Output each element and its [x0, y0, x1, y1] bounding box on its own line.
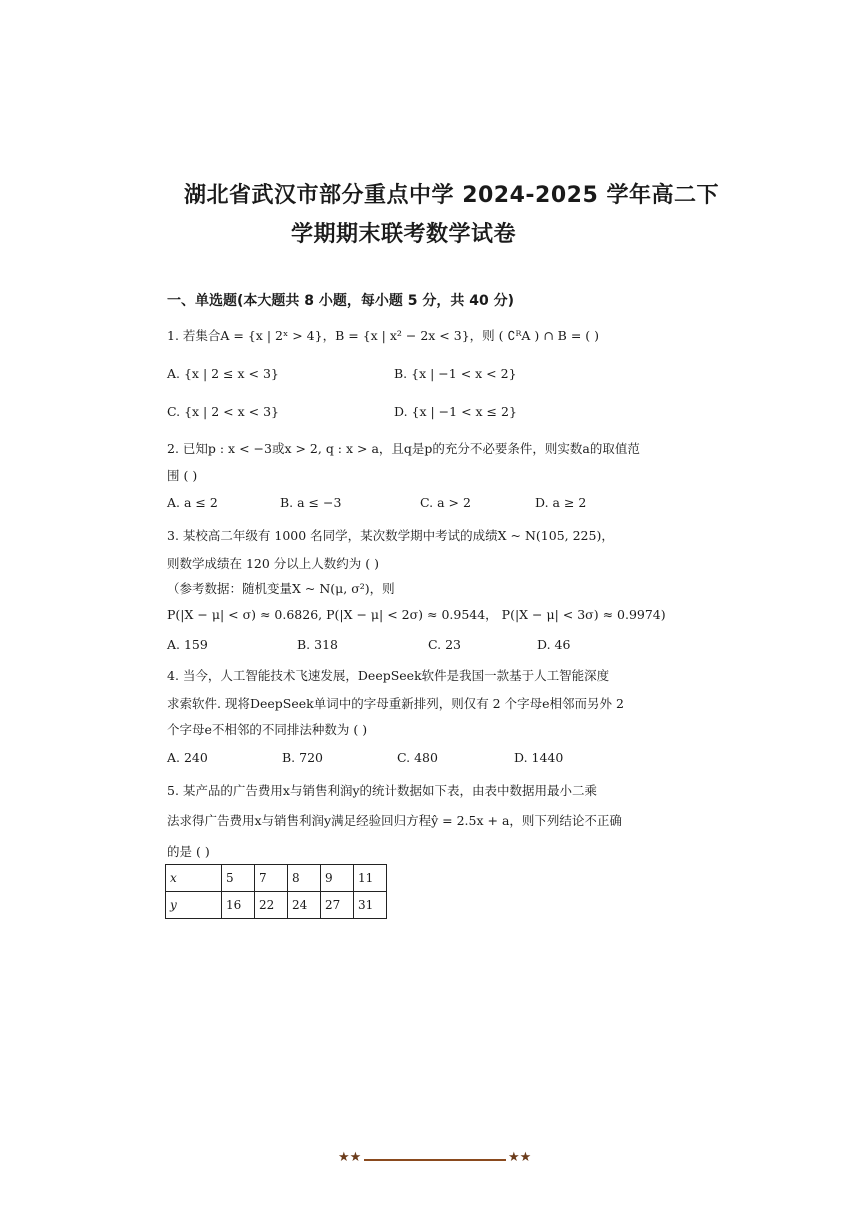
question-4-stem-line2: 求索软件. 现将DeepSeek单词中的字母重新排列，则仅有 2 个字母e相邻而另外 2	[167, 696, 624, 711]
table-cell: 31	[354, 892, 387, 919]
question-5-stem-line3: 的是 ( )	[167, 844, 210, 859]
question-3-reference-line1: （参考数据：随机变量X ~ N(μ, σ²)，则	[167, 581, 395, 596]
question-3-option-b: B. 318	[297, 637, 338, 652]
question-4-stem-line3: 个字母e不相邻的不同排法种数为 ( )	[167, 722, 368, 737]
question-2-option-b: B. a ≤ −3	[280, 495, 342, 510]
question-2-stem-line2: 围 ( )	[167, 468, 198, 483]
table-cell: 7	[255, 865, 288, 892]
question-2-stem-line1: 2. 已知p : x < −3或x > 2, q : x > a，且q是p的充分不必要条件，则实数a的取值范	[167, 441, 640, 456]
question-2-option-d: D. a ≥ 2	[535, 495, 587, 510]
question-1-option-b: B. {x | −1 < x < 2}	[394, 366, 517, 381]
question-2-option-c: C. a > 2	[420, 495, 471, 510]
question-3-option-c: C. 23	[428, 637, 461, 652]
table-cell: 16	[222, 892, 255, 919]
table-cell: 27	[321, 892, 354, 919]
question-1-stem: 1. 若集合A = {x | 2ˣ > 4}，B = {x | x² − 2x < 3}，则 ( ∁ᴿA ) ∩ B = ( )	[167, 328, 599, 343]
table-row-label: x	[166, 865, 222, 892]
section-heading: 一、单选题(本大题共 8 小题，每小题 5 分，共 40 分)	[167, 293, 515, 309]
question-1-option-d: D. {x | −1 < x ≤ 2}	[394, 404, 517, 419]
question-5-stem-line2: 法求得广告费用x与销售利润y满足经验回归方程ŷ = 2.5x + a，则下列结论不正确	[167, 813, 622, 828]
question-4-option-d: D. 1440	[514, 750, 564, 765]
page-footer-ornament	[338, 1150, 532, 1170]
document-title-line2: 学期期末联考数学试卷	[290, 222, 516, 247]
statistics-table	[165, 864, 387, 919]
question-5-stem-line1: 5. 某产品的广告费用x与销售利润y的统计数据如下表，由表中数据用最小二乘	[167, 783, 598, 798]
table-cell: 22	[255, 892, 288, 919]
question-3-stem-line2: 则数学成绩在 120 分以上人数约为 ( )	[167, 556, 380, 571]
question-4-stem-line1: 4. 当今，人工智能技术飞速发展，DeepSeek软件是我国一款基于人工智能深度	[167, 668, 610, 683]
footer-divider	[364, 1159, 506, 1161]
footer-right-stars: ★★	[508, 1150, 532, 1165]
question-3-option-a: A. 159	[167, 637, 208, 652]
question-4-option-a: A. 240	[167, 750, 208, 765]
table-cell: 5	[222, 865, 255, 892]
document-title-line1: 湖北省武汉市部分重点中学 2024-2025 学年高二下	[184, 183, 719, 208]
question-4-option-c: C. 480	[397, 750, 438, 765]
question-2-option-a: A. a ≤ 2	[167, 495, 218, 510]
question-3-reference-line2: P(|X − μ| < σ) ≈ 0.6826, P(|X − μ| < 2σ) ≈ 0.9544， P(|X − μ| < 3σ) ≈ 0.9974)	[167, 607, 666, 622]
table-cell: 24	[288, 892, 321, 919]
table-cell: 8	[288, 865, 321, 892]
footer-left-stars: ★★	[338, 1150, 362, 1165]
question-3-option-d: D. 46	[537, 637, 571, 652]
table-row-label: y	[166, 892, 222, 919]
table-row	[166, 865, 387, 892]
question-1-option-a: A. {x | 2 ≤ x < 3}	[167, 366, 279, 381]
table-row	[166, 892, 387, 919]
question-3-stem-line1: 3. 某校高二年级有 1000 名同学，某次数学期中考试的成绩X ~ N(105, 225)，	[167, 528, 614, 543]
table-cell: 9	[321, 865, 354, 892]
table-cell: 11	[354, 865, 387, 892]
question-4-option-b: B. 720	[282, 750, 323, 765]
question-1-option-c: C. {x | 2 < x < 3}	[167, 404, 279, 419]
